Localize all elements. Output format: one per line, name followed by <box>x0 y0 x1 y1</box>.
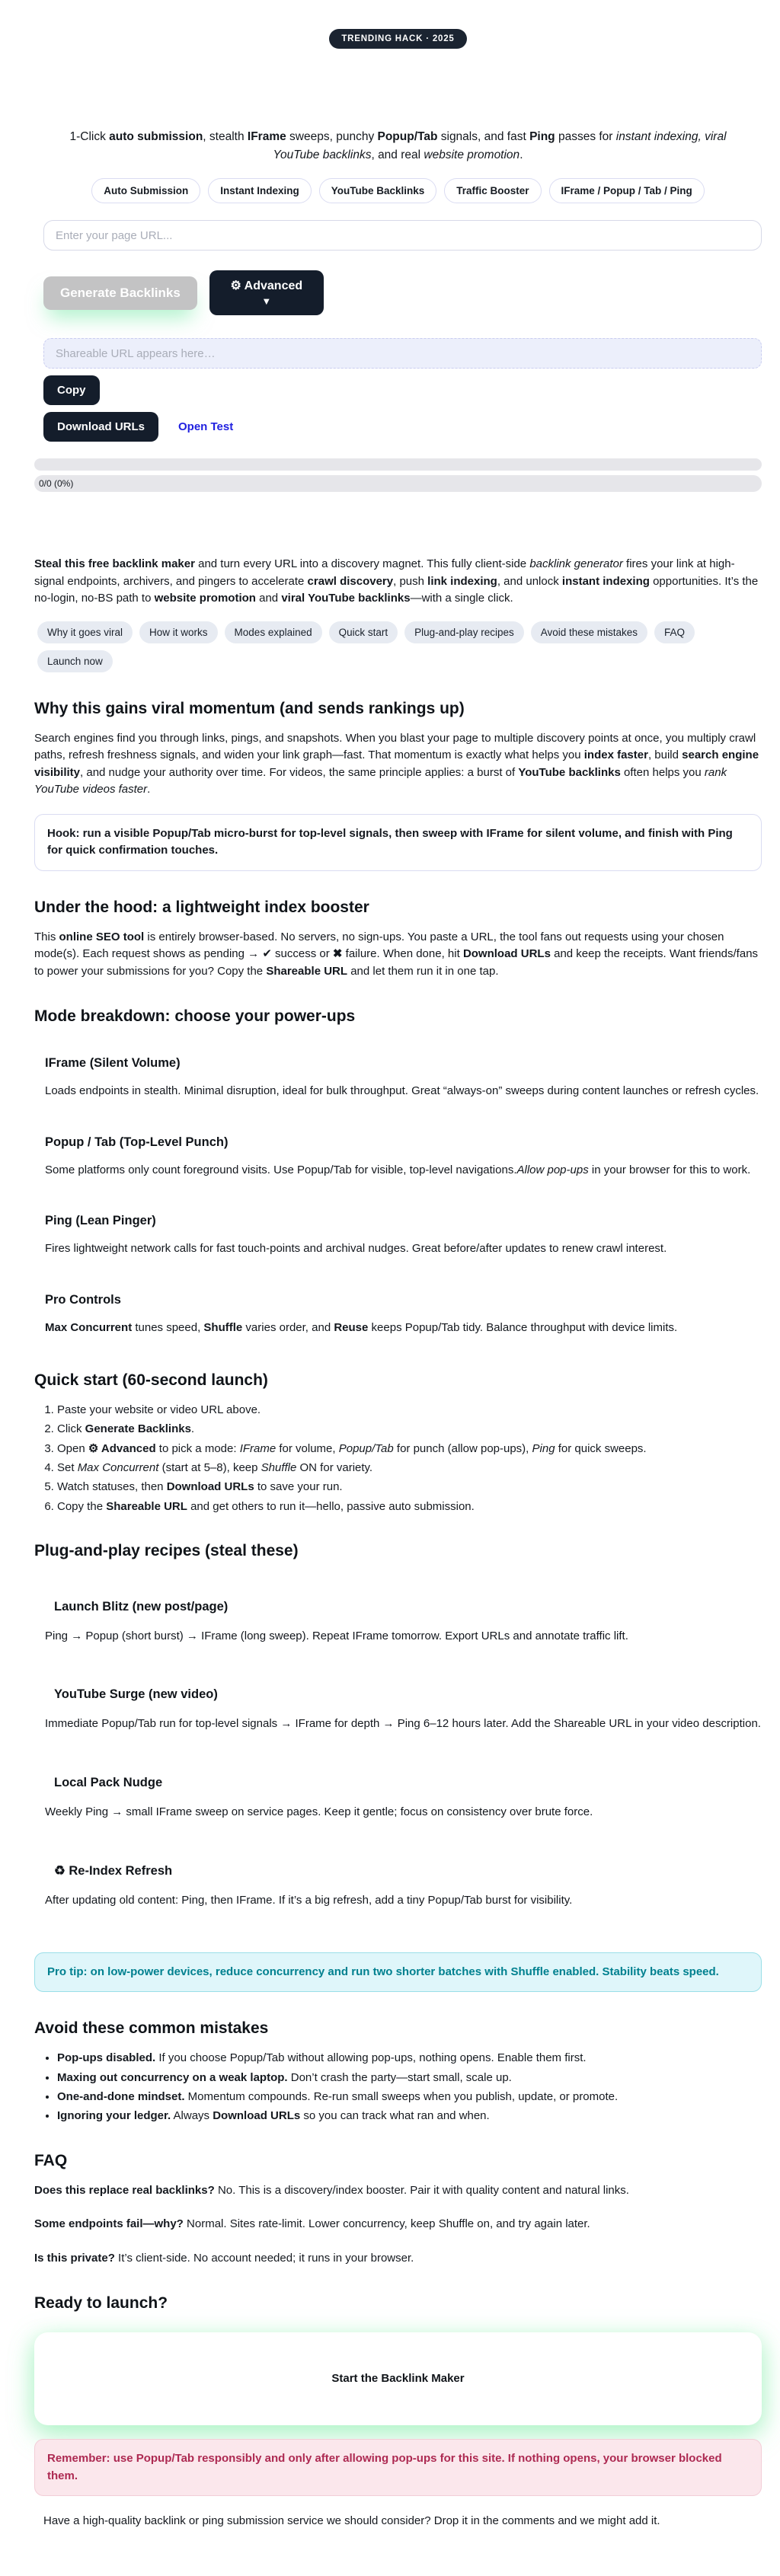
chevron-down-icon: ▼ <box>261 295 272 307</box>
progress-status-bar <box>34 475 762 492</box>
outro-paragraph: Have a high-quality backlink or ping submission service we should consider? Drop it in the comments and we might add it. <box>43 2514 660 2528</box>
hero-title-spacer <box>34 49 762 128</box>
start-backlink-maker-button[interactable] <box>34 2332 762 2425</box>
download-row <box>43 412 762 442</box>
progress-status-text: 0/0 (0%) <box>39 478 74 490</box>
mode-card-pro-controls <box>45 1293 762 1337</box>
mistake-item: • Ignoring your ledger. Always Download URLs so you can track what ran and when. <box>57 2108 762 2124</box>
mode-card-body: Fires lightweight network calls for fast touch-points and archival nudges. Great before/after updates to renew crawl interest. <box>45 1242 667 1256</box>
recipe-body: Ping → Popup (short burst) → IFrame (long sweep). Repeat IFrame tomorrow. Export URLs and annotate traffic lift. <box>45 1629 628 1642</box>
hook-callout: Hook: run a visible Popup/Tab micro-burst for top-level signals, then sweep with IFrame for silent volume, and finish with Ping for quick confirmation touches. <box>34 814 762 871</box>
mode-card-title: IFrame (Silent Volume) <box>45 1056 181 1071</box>
open-test-link[interactable]: Open Test <box>178 420 234 434</box>
mistake-item: • One-and-done mindset. Momentum compounds. Re-run small sweeps when you publish, update, or promote. <box>57 2089 762 2105</box>
shareable-url-input[interactable] <box>43 338 762 369</box>
cta-label: Start the Backlink Maker <box>331 2372 465 2386</box>
quick-start-step: 5. Watch statuses, then Download URLs to save your run. <box>57 1479 762 1495</box>
recipe-body: Immediate Popup/Tab run for top-level signals → IFrame for depth → Ping 6–12 hours later. Add the Shareable URL in your video description. <box>45 1717 761 1731</box>
heading-why: Why this gains viral momentum (and sends rankings up) <box>34 699 465 717</box>
heading-ready: Ready to launch? <box>34 2294 168 2313</box>
heading-mistakes: Avoid these common mistakes <box>34 2019 269 2038</box>
popup-reminder-callout: Remember: use Popup/Tab responsibly and only after allowing pop-ups for this site. If nothing opens, your browser blocked them. <box>34 2439 762 2496</box>
quick-start-step: 2. Click Generate Backlinks. <box>57 1421 762 1437</box>
tool-buttons-row <box>43 270 762 315</box>
nav-pill-mistakes[interactable]: Avoid these mistakes <box>531 621 647 643</box>
pro-tip-callout: Pro tip: on low-power devices, reduce concurrency and run two shorter batches with Shuffle enabled. Stability beats speed. <box>34 1952 762 1993</box>
progress-bar <box>34 458 762 471</box>
recipe-title-with-recycle-icon: ♻ Re-Index Refresh <box>54 1864 173 1879</box>
quick-start-step: 4. Set Max Concurrent (start at 5–8), keep Shuffle ON for variety. <box>57 1460 762 1476</box>
nav-pill-recipes[interactable]: Plug-and-play recipes <box>404 621 524 643</box>
trending-badge: TRENDING HACK · 2025 <box>329 29 466 49</box>
nav-pill-quick-start[interactable]: Quick start <box>329 621 398 643</box>
advanced-toggle-button[interactable] <box>209 270 324 315</box>
faq-item: Some endpoints fail—why? Normal. Sites rate-limit. Lower concurrency, keep Shuffle on, and try again later. <box>34 2217 590 2231</box>
nav-pill-how-it-works[interactable]: How it works <box>139 621 218 643</box>
feature-chip: Instant Indexing <box>208 178 312 203</box>
why-paragraph: Search engines find you through links, pings, and snapshots. When you blast your page to multiple discovery points at once, you multiply crawl paths, refresh freshness signals, and widen your link graph—fast. That momentum is exactly what helps you index faster, build search engine visibility, and nudge your authority over time. For videos, the same principle applies: a burst of YouTube backlinks often helps you rank YouTube videos faster. <box>34 731 759 796</box>
recipe-card-youtube-surge <box>45 1687 762 1733</box>
mode-card-title: Ping (Lean Pinger) <box>45 1214 156 1228</box>
heading-faq: FAQ <box>34 2151 68 2169</box>
quick-start-step: 6. Copy the Shareable URL and get others to run it—hello, passive auto submission. <box>57 1499 762 1515</box>
recipe-title: YouTube Surge (new video) <box>54 1687 218 1702</box>
faq-item: Is this private? It’s client-side. No account needed; it runs in your browser. <box>34 2251 414 2265</box>
hero-intro: 1-Click auto submission, stealth IFrame sweeps, punchy Popup/Tab signals, and fast Ping passes for instant indexing, viral YouTube backlinks, and real website promotion. <box>69 130 727 162</box>
copy-button[interactable]: Copy <box>43 375 100 405</box>
recipe-body: After updating old content: Ping, then IFrame. If it’s a big refresh, add a tiny Popup/Tab burst for visibility. <box>45 1894 573 1907</box>
under-hood-paragraph: This online SEO tool is entirely browser-based. No servers, no sign-ups. You paste a URL, the tool fans out requests using your chosen mode(s). Each request shows as pending → ✔ success or ✖ failure. When done, hit Download URLs and keep the receipts. Want friends/fans to power your submissions for you? Copy the Shareable URL and let them run it in one tap. <box>34 930 759 978</box>
recipe-card-reindex-refresh <box>45 1863 762 1910</box>
nav-pill-faq[interactable]: FAQ <box>654 621 695 643</box>
mistake-item: • Maxing out concurrency on a weak laptop. Don’t crash the party—start small, scale up. <box>57 2070 762 2086</box>
heading-under-hood: Under the hood: a lightweight index booster <box>34 898 369 916</box>
mode-card-body: Some platforms only count foreground visits. Use Popup/Tab for visible, top-level navigations.Allow pop-ups in your browser for this to work. <box>45 1163 751 1176</box>
heading-recipes: Plug-and-play recipes (steal these) <box>34 1541 299 1559</box>
mode-card-body: Max Concurrent tunes speed, Shuffle varies order, and Reuse keeps Popup/Tab tidy. Balance throughput with device limits. <box>45 1320 678 1334</box>
faq-item: Does this replace real backlinks? No. This is a discovery/index booster. Pair it with quality content and natural links. <box>34 2183 629 2197</box>
heading-modes: Mode breakdown: choose your power-ups <box>34 1007 356 1026</box>
backlink-tool <box>39 220 762 492</box>
recipe-body: Weekly Ping → small IFrame sweep on service pages. Keep it gentle; focus on consistency over brute force. <box>45 1805 593 1818</box>
recipe-card-local-pack <box>45 1776 762 1821</box>
mode-card-title: Popup / Tab (Top-Level Punch) <box>45 1135 229 1149</box>
download-urls-button[interactable]: Download URLs <box>43 412 158 442</box>
mistake-item: • Pop-ups disabled. If you choose Popup/Tab without allowing pop-ups, nothing opens. Enable them first. <box>57 2050 762 2066</box>
feature-chip: Auto Submission <box>91 178 200 203</box>
mode-card-iframe <box>45 1056 762 1100</box>
nav-pill-launch-now[interactable]: Launch now <box>37 650 113 672</box>
article <box>34 556 762 2530</box>
mode-card-title: Pro Controls <box>45 1292 121 1307</box>
heading-quick-start: Quick start (60-second launch) <box>34 1371 268 1390</box>
recipe-title: Local Pack Nudge <box>54 1775 163 1789</box>
recipe-card-launch-blitz <box>45 1600 762 1646</box>
generate-backlinks-button[interactable]: Generate Backlinks <box>43 276 197 310</box>
mode-card-body: Loads endpoints in stealth. Minimal disruption, ideal for bulk throughput. Great “always-on” sweeps during content launches or refresh cycles. <box>45 1084 759 1098</box>
nav-pill-modes-explained[interactable]: Modes explained <box>225 621 322 643</box>
mode-card-popup-tab <box>45 1135 762 1179</box>
mode-card-ping <box>45 1214 762 1258</box>
feature-chip: Traffic Booster <box>444 178 541 203</box>
quick-start-step: 3. Open ⚙ Advanced to pick a mode: IFrame for volume, Popup/Tab for punch (allow pop-ups), Ping for quick sweeps. <box>57 1441 762 1457</box>
lead-paragraph: Steal this free backlink maker and turn every URL into a discovery magnet. This fully client-side backlink generator fires your link at high-signal endpoints, archivers, and pingers to accelerate crawl discovery, push link indexing, and unlock instant indexing opportunities. It’s the no-login, no-BS path to website promotion and viral YouTube backlinks—with a single click. <box>34 557 759 605</box>
mistakes-list <box>34 2050 762 2124</box>
recipe-title: Launch Blitz (new post/page) <box>54 1599 229 1614</box>
quick-start-steps <box>34 1402 762 1515</box>
nav-pill-why-it-goes-viral[interactable]: Why it goes viral <box>37 621 133 643</box>
feature-chip: IFrame / Popup / Tab / Ping <box>549 178 705 203</box>
badge-row <box>34 29 762 49</box>
quick-start-step: 1. Paste your website or video URL above. <box>57 1402 762 1418</box>
feature-chips <box>34 178 762 203</box>
section-nav <box>37 621 753 672</box>
gear-icon-label: ⚙ Advanced <box>230 279 303 293</box>
feature-chip: YouTube Backlinks <box>319 178 437 203</box>
url-input[interactable] <box>43 220 762 251</box>
